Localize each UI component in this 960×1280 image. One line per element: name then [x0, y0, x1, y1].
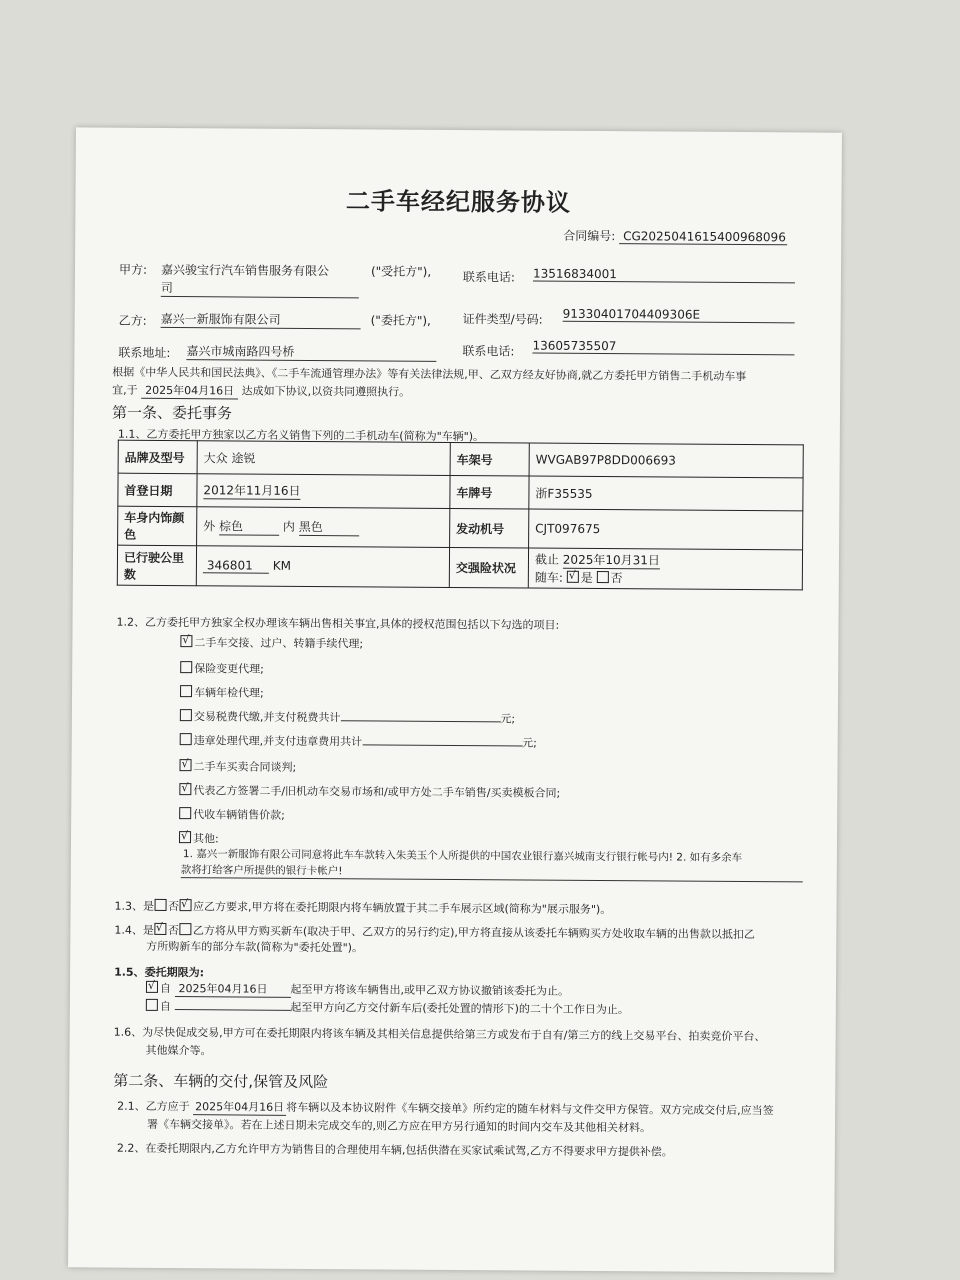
section1-heading: 第一条、委托事务	[111, 403, 233, 423]
clause-1-6-line2: 其他媒介等。	[145, 1043, 212, 1058]
contract-paper	[68, 127, 842, 1272]
term-option-1: √自 2025年04月16日 起至甲方将该车辆售出,或甲乙双方协议撤销该委托为止。	[146, 980, 569, 1000]
clause-1-4-line2: 方所购新车的部分车款(简称为"委托处置")。	[146, 939, 364, 955]
page-title: 二手车经纪服务协议	[345, 187, 572, 217]
contract-number: 合同编号: CG20250416154009680​96	[563, 228, 786, 245]
party-a-role: ("受托方"),	[370, 264, 432, 279]
contact-phone-label: 联系电话:	[462, 344, 515, 359]
contact-phone: 13605735507	[532, 339, 794, 356]
item-checkbox[interactable]	[179, 759, 191, 771]
list-item: √二手车交接、过户、转籍手续代理;	[180, 634, 363, 651]
clause-1-5-label: 1.5、委托期限为:	[114, 965, 205, 980]
color-label: 车身内饰颜 色	[118, 506, 197, 546]
contact-address-label: 联系地址:	[118, 345, 171, 361]
party-a-name-line2: 司	[161, 279, 359, 298]
list-item: 违章处理代理,并支付违章费用共计 元;	[180, 732, 537, 750]
party-b-id-label: 证件类型/号码:	[462, 312, 543, 327]
insurance-no-checkbox[interactable]	[597, 571, 609, 583]
contact-address: 嘉兴市城南路四号桥	[186, 342, 436, 362]
list-item: 交易税费代缴,并支付税费共计 元;	[180, 708, 515, 726]
term-option-1-checkbox[interactable]	[146, 981, 158, 993]
disposal-no-checkbox[interactable]	[179, 923, 191, 935]
display-yes-checkbox[interactable]	[154, 899, 166, 911]
list-item: 保险变更代理;	[180, 660, 264, 677]
item-checkbox[interactable]	[180, 709, 192, 721]
clause-2-1: 2.1、乙方应于 2025年04月16日 将车辆以及本协议附件《车辆交接单》所约定的随车材料与文件交甲方保管。双方完成交付后,应当签	[117, 1099, 774, 1118]
insurance-label: 交强险状况	[449, 547, 528, 588]
party-b-id: 91330401704409306E	[563, 307, 795, 324]
engine-label: 发动机号	[450, 508, 529, 548]
clause-2-1-line2: 署《车辆交接单》。若在上述日期未完成交车的,则乙方应在甲方另行通知的时间内交车及其他相关材料。	[146, 1117, 652, 1135]
preamble-line2: 宜,于 2025年04月16日 达成如下协议,以资共同遵照执行。	[112, 383, 411, 399]
list-item: 车辆年检代理;	[180, 684, 264, 701]
party-b-label: 乙方:	[118, 313, 147, 328]
list-item: √代表乙方签署二手/旧机动车交易市场和/或甲方处二手车销售/买卖模板合同;	[179, 782, 560, 801]
vehicle-table	[117, 440, 804, 591]
party-a-phone-label: 联系电话:	[462, 270, 516, 285]
display-no-checkbox[interactable]	[179, 899, 191, 911]
insurance-yes-checkbox[interactable]	[567, 571, 579, 583]
reg-date-label: 首登日期	[118, 473, 197, 507]
plate-value: 浙F35535	[529, 476, 803, 511]
party-b-name: 嘉兴一新服饰有限公司	[161, 310, 361, 329]
item-checkbox[interactable]	[180, 685, 192, 697]
item-checkbox[interactable]	[179, 807, 191, 819]
other-line2: 款将打给客户所提供的银行卡帐户!	[181, 862, 803, 882]
brand-value: 大众 途锐	[197, 441, 450, 476]
term-option-2: 自 起至甲方向乙方交付新车后(委托处置的情形下)的二十个工作日为止。	[146, 998, 629, 1017]
term-option-2-checkbox[interactable]	[146, 999, 158, 1011]
item-checkbox[interactable]	[179, 831, 191, 843]
mileage-label: 已行驶公里 数	[117, 545, 196, 586]
table-row	[118, 440, 803, 478]
table-row	[117, 545, 802, 590]
list-item: √二手车买卖合同谈判;	[179, 758, 296, 775]
item-checkbox[interactable]	[180, 733, 192, 745]
color-value: 外 棕色 内 黑色	[197, 507, 450, 548]
section2-heading: 第二条、车辆的交付,保管及风险	[113, 1071, 329, 1092]
clause-1-6: 1.6、为尽快促成交易,甲方可在委托期限内将该车辆及其相关信息提供给第三方或发布于自有/第三方的线上交易平台、拍卖竞价平台、	[113, 1025, 766, 1044]
clause-1-4: 1.4、是√ 否 乙方将从甲方购买新车(取决于甲、乙双方的另行约定),甲方将直接从该委托车辆购买方处收取车辆的出售款以抵扣乙	[114, 922, 755, 942]
insurance-value: 截止 2025年10月31日 随车: √ 是 否	[528, 548, 802, 590]
clause-1-2: 1.2、乙方委托甲方独家全权办理该车辆出售相关事宜,具体的授权范围包括以下勾选的项目:	[116, 615, 560, 632]
list-item: √其他:	[179, 830, 219, 846]
item-checkbox[interactable]	[179, 783, 191, 795]
list-item: 代收车辆销售价款;	[179, 806, 285, 823]
mileage-value: 346801 KM	[196, 546, 449, 588]
plate-label: 车牌号	[450, 475, 529, 509]
engine-value: CJT097675	[529, 509, 803, 550]
item-checkbox[interactable]	[180, 661, 192, 673]
vin-value: WVGAB97P8DD006693	[529, 443, 803, 478]
preamble-line1: 根据《中华人民共和国民法典》、《二手车流通管理办法》等有关法律法规,甲、乙双方经友好协商,就乙方委托甲方销售二手机动车事	[112, 365, 747, 384]
item-checkbox[interactable]	[180, 635, 192, 647]
clause-1-1: 1.1、乙方委托甲方独家以乙方名义销售下列的二手机动车(简称为"车辆")。	[117, 427, 485, 444]
party-a-label: 甲方:	[118, 262, 148, 277]
table-row	[118, 506, 803, 550]
party-a-name-line1: 嘉兴骏宝行汽车销售服务有限公	[160, 262, 330, 279]
vin-label: 车架号	[450, 442, 529, 476]
disposal-yes-checkbox[interactable]	[154, 923, 166, 935]
other-line1: 1. 嘉兴一新服饰有限公司同意将此车车款转入朱美玉个人所提供的中国农业银行嘉兴城南支行银行帐号内! 2. 如有多余车	[182, 848, 743, 865]
brand-label: 品牌及型号	[118, 440, 197, 474]
clause-2-2: 2.2、在委托期限内,乙方允许甲方为销售目的合理使用车辆,包括供潜在买家试乘试驾,乙方不得要求甲方提供补偿。	[116, 1141, 673, 1159]
clause-1-3: 1.3、是 否√ 应乙方要求,甲方将在委托期限内将车辆放置于其二手车展示区域(简称为"展示服务")。	[115, 898, 612, 917]
party-b-role: ("委托方"),	[370, 313, 431, 328]
reg-date-value: 2012年11月16日	[197, 474, 450, 509]
party-a-phone: 13516834001	[533, 267, 795, 284]
table-row	[118, 473, 803, 511]
